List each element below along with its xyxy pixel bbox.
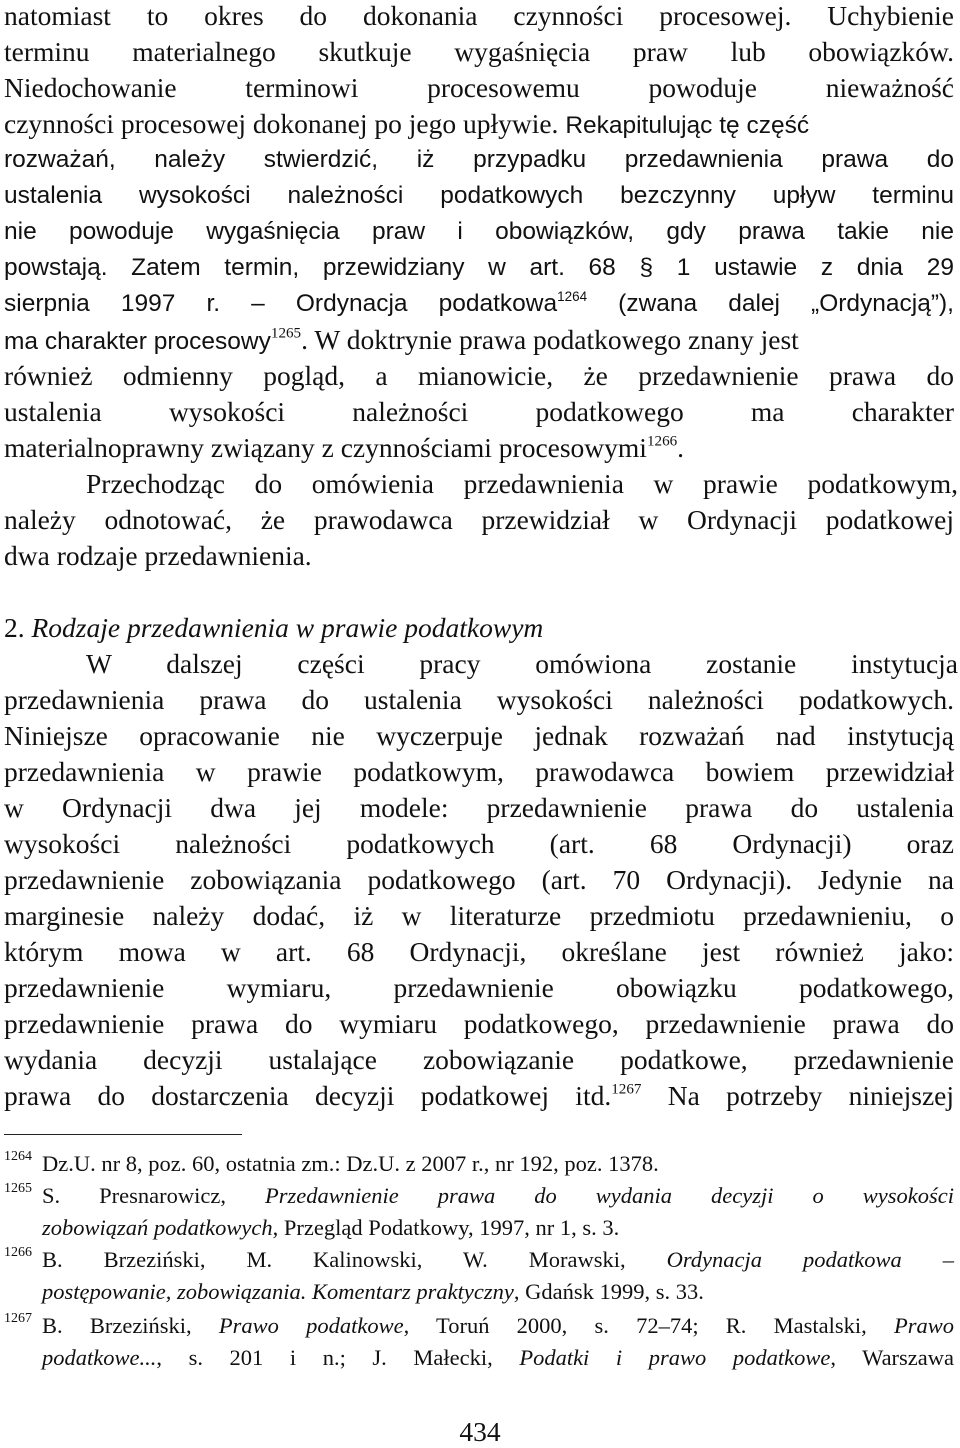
footnote-ref[interactable]: 1265 [270,325,302,342]
footnote-text: zobowiązań podatkowych, Przegląd Podatkowy, 1997, nr 1, s. 3. [42,1215,620,1240]
page-number: 434 [459,1416,501,1447]
footnote-text: S. Presnarowicz, Przedawnienie prawa do wydania decyzji o wysokości [42,1183,955,1208]
footnote-text: Dz.U. nr 8, poz. 60, ostatnia zm.: Dz.U. z 2007 r., nr 192, poz. 1378. [42,1151,659,1176]
section-sign: § [639,254,654,281]
section-heading [4,612,954,644]
body-line: należy odnotować, że prawodawca przewidział w Ordynacji podatkowej [4,504,954,535]
body-text: czynności procesowej dokonanej po jego upływie. [4,108,559,139]
body-text: . W doktrynie prawa podatkowego znany jest [301,324,799,355]
body-line [4,324,954,358]
section-line: przedawnienia w prawie podatkowym, prawodawca bowiem przewidział [4,756,954,787]
footnote-ref[interactable]: 1266 [646,433,678,450]
body-line: nie powoduje wygaśnięcia praw i obowiązków, gdy prawa takie nie [4,218,954,245]
body-text: Na potrzeby niniejszej [667,1080,955,1111]
body-line: również odmienny pogląd, a mianowicie, że przedawnienie prawa do [4,360,954,391]
body-line [4,108,954,142]
body-line: natomiast to okres do dokonania czynności procesowej. Uchybienie [4,0,954,31]
body-text: Ordynacja podatkowa$^{1264}$ [295,288,588,317]
footnote-ref[interactable]: 1264 [557,288,588,304]
footnote-number: 1266 [4,1245,32,1260]
section-line: przedawnienie zobowiązania podatkowego (art. 70 Ordynacji). Jedynie na [4,864,954,895]
body-text: powstają. Zatem termin, przewidziany w art. 68 [4,254,616,281]
section-line: w Ordynacji dwa jej modele: przedawnienie prawa do ustalenia [4,792,954,823]
section-number: 2. [4,612,25,643]
body-text: 1 ustawie z dnia 29 [676,254,954,281]
body-text: Rekapitulując tę część [565,112,810,139]
section-line [4,1080,954,1112]
body-text: sierpnia 1997 r. [4,290,221,317]
body-line: ustalenia wysokości należności podatkowego ma charakter [4,396,954,427]
section-line: W dalszej części pracy omówiona zostanie instytucja [86,648,958,679]
footnote-text: B. Brzeziński, M. Kalinowski, W. Morawski, Ordynacja podatkowa – [42,1247,954,1272]
body-line [4,288,954,320]
body-line: ustalenia wysokości należności podatkowych bezczynny upływ terminu [4,182,954,209]
footnote-number: 1267 [4,1311,32,1326]
section-line: przedawnienie wymiaru, przedawnienie obowiązku podatkowego, [4,972,954,1003]
section-line: Niniejsze opracowanie nie wyczerpuje jednak rozważań nad instytucją [4,720,954,751]
footnote-ref[interactable]: 1267 [611,1081,642,1098]
footnote-number: 1265 [4,1181,32,1196]
footnote-text: postępowanie, zobowiązania. Komentarz praktyczny, Gdańsk 1999, s. 33. [42,1279,704,1304]
body-line: Przechodząc do omówienia przedawnienia w prawie podatkowym, [86,468,958,499]
dash: – [251,290,265,317]
section-line: przedawnienia prawa do ustalenia wysokości należności podatkowych. [4,684,954,715]
body-line: terminu materialnego skutkuje wygaśnięcia praw lub obowiązków. [4,36,954,67]
section-line: wydania decyzji ustalające zobowiązanie podatkowe, przedawnienie [4,1044,954,1075]
body-line: dwa rodzaje przedawnienia. [4,540,312,571]
footnote-separator [4,1134,242,1135]
footnote-text: B. Brzeziński, Prawo podatkowe, Toruń 2000, s. 72–74; R. Mastalski, Prawo [42,1313,954,1338]
body-text: materialnoprawny związany z czynnościami procesowymi [4,432,647,463]
body-line [4,252,954,284]
section-line: wysokości należności podatkowych (art. 68 Ordynacji) oraz [4,828,954,859]
body-text: (zwana dalej „Ordynacją”), [618,290,954,317]
body-line: Niedochowanie terminowi procesowemu powoduje nieważność [4,72,954,103]
footnote-number: 1264 [4,1149,32,1164]
body-text: ma charakter procesowy [4,328,271,355]
section-line: przedawnienie prawa do wymiaru podatkowego, przedawnienie prawa do [4,1008,954,1039]
section-line: którym mowa w art. 68 Ordynacji, określane jest również jako: [4,936,954,967]
body-text: . [677,432,685,463]
section-line: marginesie należy dodać, iż w literaturze przedmiotu przedawnieniu, o [4,900,954,931]
footnote-text: podatkowe..., s. 201 i n.; J. Małecki, Podatki i prawo podatkowe, Warszawa [42,1345,955,1370]
body-line [4,432,954,464]
section-title: Rodzaje przedawnienia w prawie podatkowym [31,612,544,643]
body-line: rozważań, należy stwierdzić, iż przypadku przedawnienia prawa do [4,146,954,173]
body-text: prawa do dostarczenia decyzji podatkowej itd.$^{1267}$ [4,1080,642,1111]
